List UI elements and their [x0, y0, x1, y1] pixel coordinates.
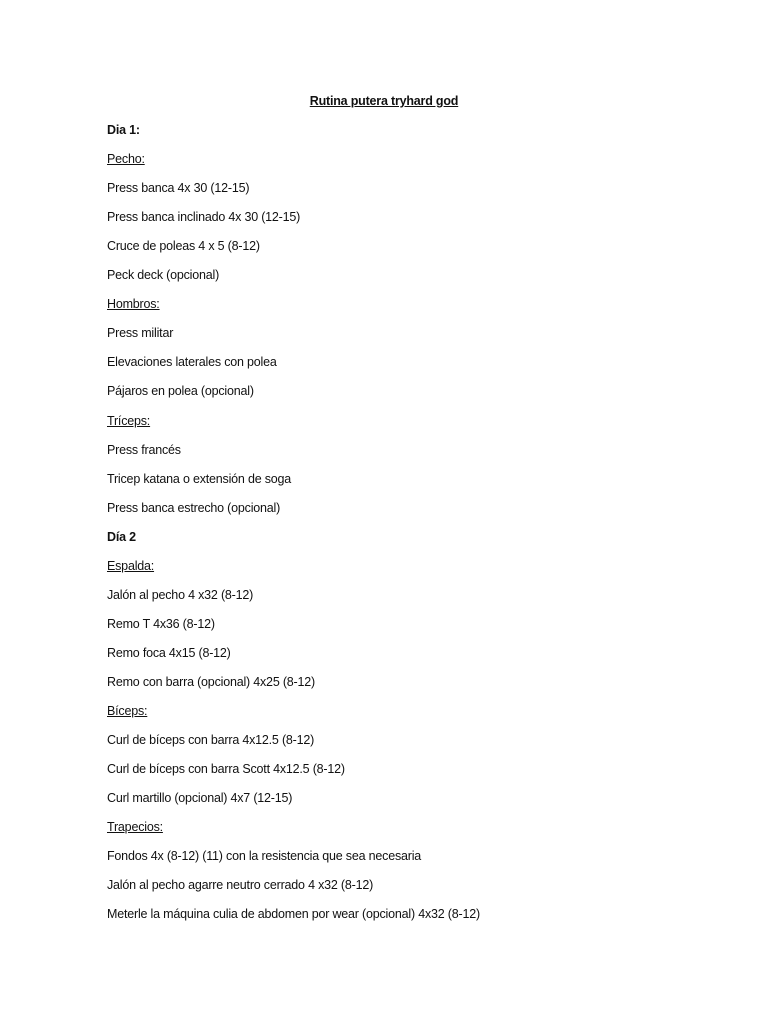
section-heading: Hombros: — [107, 297, 160, 312]
exercise-item: Press banca inclinado 4x 30 (12-15) — [107, 210, 301, 225]
exercise-item: Cruce de poleas 4 x 5 (8-12) — [107, 239, 260, 254]
exercise-item: Meterle la máquina culia de abdomen por wear (opcional) 4x32 (8-12) — [107, 907, 480, 922]
exercise-item: Tricep katana o extensión de soga — [107, 471, 292, 486]
exercise-item: Curl de bíceps con barra Scott 4x12.5 (8-12) — [107, 762, 345, 777]
section-heading: Bíceps: — [107, 704, 148, 718]
section-heading: Espalda: — [107, 558, 155, 573]
document-title: Rutina putera tryhard god — [309, 94, 459, 108]
day-heading: Dia 1: — [107, 123, 140, 137]
exercise-item: Fondos 4x (8-12) (11) con la resistencia que sea necesaria — [107, 849, 422, 864]
exercise-item: Press banca 4x 30 (12-15) — [107, 181, 250, 196]
exercise-item: Curl de bíceps con barra 4x12.5 (8-12) — [107, 733, 315, 748]
exercise-item: Press banca estrecho (opcional) — [107, 500, 281, 515]
section-heading: Pecho: — [107, 152, 145, 167]
exercise-item: Peck deck (opcional) — [107, 268, 220, 283]
section-heading: Tríceps: — [107, 413, 151, 428]
exercise-item: Remo foca 4x15 (8-12) — [107, 645, 231, 660]
exercise-item: Jalón al pecho agarre neutro cerrado 4 x32 (8-12) — [107, 878, 374, 893]
exercise-item: Press militar — [107, 326, 174, 341]
exercise-item: Press francés — [107, 442, 181, 457]
section-heading: Trapecios: — [107, 820, 163, 835]
exercise-item: Curl martillo (opcional) 4x7 (12-15) — [107, 791, 293, 806]
exercise-item: Remo con barra (opcional) 4x25 (8-12) — [107, 675, 315, 689]
exercise-item: Pájaros en polea (opcional) — [107, 384, 254, 399]
exercise-item: Jalón al pecho 4 x32 (8-12) — [107, 587, 254, 602]
day-heading: Día 2 — [107, 529, 136, 544]
exercise-item: Elevaciones laterales con polea — [107, 355, 277, 370]
exercise-item: Remo T 4x36 (8-12) — [107, 616, 215, 631]
